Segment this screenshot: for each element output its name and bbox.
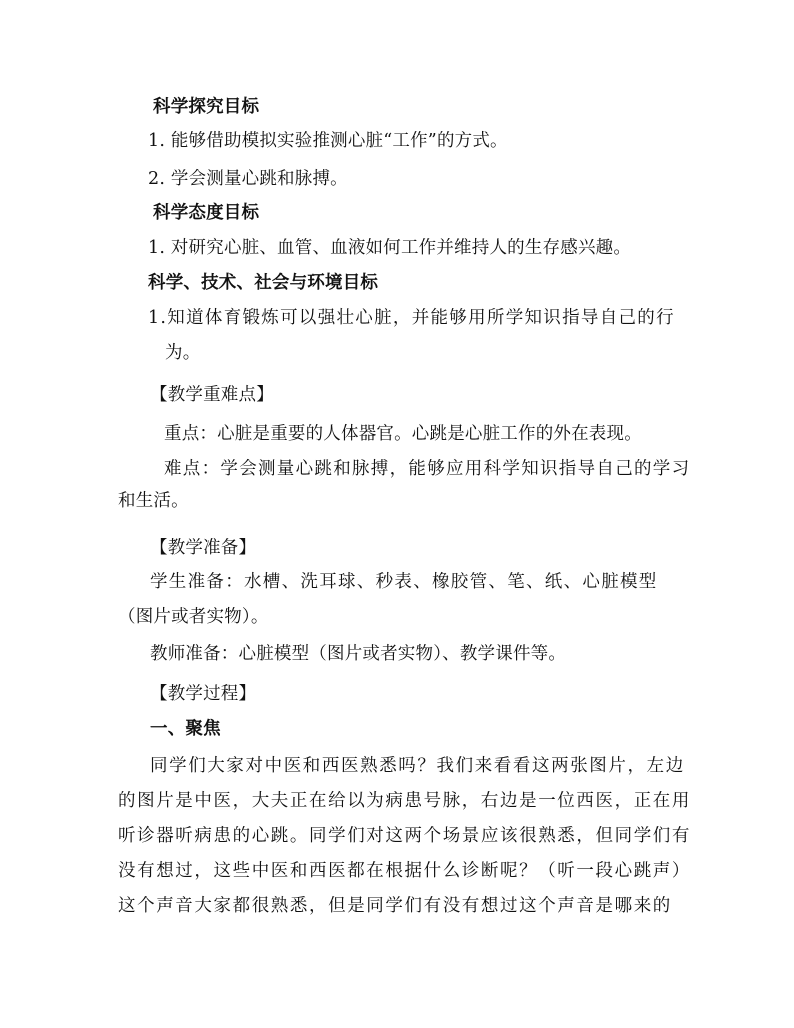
paragraph-line-3: 听诊器听病患的心跳。同学们对这两个场景应该很熟悉，但同学们有 (118, 826, 691, 846)
paragraph-line-1: 同学们大家对中医和西医熟悉吗？我们来看看这两张图片，左边 (150, 756, 685, 776)
difficult-point-line-1: 难点：学会测量心跳和脉搏，能够应用科学知识指导自己的学习 (164, 459, 691, 479)
preparation-title: 【教学准备】 (150, 538, 257, 558)
sts-goals-heading: 科学、技术、社会与环境目标 (148, 273, 379, 293)
student-preparation-line-1: 学生准备：水槽、洗耳球、秒表、橡胶管、笔、纸、心脏模型 (150, 572, 658, 592)
inquiry-goals-heading: 科学探究目标 (153, 97, 260, 117)
step-1-heading: 一、聚焦 (150, 719, 221, 739)
difficult-point-line-2: 和生活。 (118, 491, 189, 511)
sts-goal-item-1-line-2: 为。 (165, 343, 201, 363)
attitude-goal-item-1: 1. 对研究心脏、血管、血液如何工作并维持人的生存感兴趣。 (148, 238, 632, 258)
paragraph-line-4: 没有想过，这些中医和西医都在根据什么诊断呢？（听一段心跳声） (118, 861, 691, 881)
teacher-preparation: 教师准备：心脏模型（图片或者实物）、教学课件等。 (150, 644, 567, 664)
paragraph-line-2: 的图片是中医，大夫正在给以为病患号脉，右边是一位西医，正在用 (118, 791, 691, 811)
process-title: 【教学过程】 (150, 684, 257, 704)
inquiry-goal-item-2: 2. 学会测量心跳和脉搏。 (148, 169, 348, 189)
inquiry-goal-item-1: 1. 能够借助模拟实验推测心脏“工作”的方式。 (148, 131, 508, 151)
attitude-goals-heading: 科学态度目标 (153, 203, 260, 223)
student-preparation-line-2: （图片或者实物）。 (118, 607, 269, 627)
paragraph-line-5: 这个声音大家都很熟悉，但是同学们有没有想过这个声音是哪来的 (118, 896, 672, 916)
key-points-title: 【教学重难点】 (150, 385, 274, 405)
sts-goal-item-1-line-1: 1.知道体育锻炼可以强壮心脏，并能够用所学知识指导自己的行 (148, 308, 675, 328)
key-point-text: 重点：心脏是重要的人体器官。心跳是心脏工作的外在表现。 (164, 424, 642, 444)
